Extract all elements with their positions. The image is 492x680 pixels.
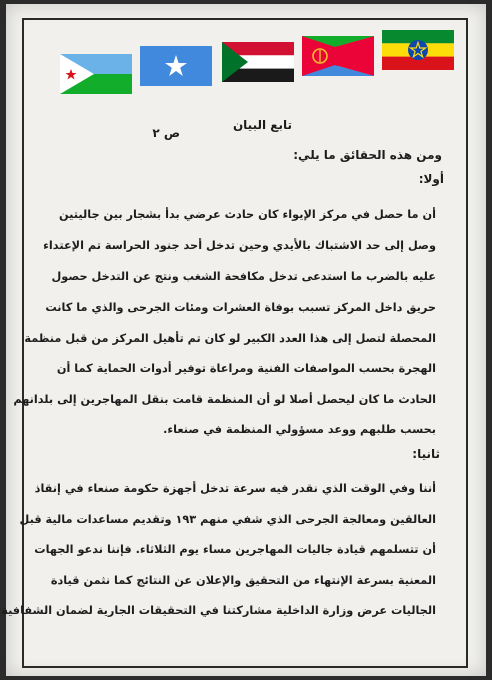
flags-row <box>60 30 460 76</box>
paragraph-line: حريق داخل المركز تسبب بوفاة العشرات ومئات الجرحى والذي ما كانت <box>45 301 436 314</box>
djibouti-flag-icon <box>60 54 132 94</box>
paragraph-line: أن تتسلمهم قيادة جاليات المهاجرين مساء يوم الثلاثاء. فإننا ندعو الجهات <box>34 543 436 556</box>
paragraph-line: بحسب طلبهم ووعد مسؤولي المنظمة في صنعاء. <box>163 423 436 436</box>
continuation-title: تابع البيان <box>232 118 292 132</box>
paragraph-line: الحادث ما كان ليحصل أصلا لو أن المنظمة قامت بنقل المهاجرين إلى بلدانهم <box>13 393 436 406</box>
sudan-flag-icon <box>222 42 294 82</box>
paragraph-line: أننا وفي الوقت الذي نقدر فيه سرعة تدخل أجهزة حكومة صنعاء في إنقاذ <box>34 482 436 495</box>
page-number: ص ٢ <box>152 126 180 140</box>
paragraph-line: المعنية بسرعة الإنتهاء من التحقيق والإعلان عن النتائج كما نثمن قيادة <box>50 574 436 587</box>
paragraph-line: الجاليات عرض وزارة الداخلية مشاركتنا في التحقيقات الجارية لضمان الشفافية <box>1 604 436 617</box>
ethiopia-flag-icon <box>382 30 454 70</box>
paragraph-line: العالقين ومعالجة الجرحى الذي شفي منهم ١٩٣ وتقديم مساعدات مالية قبل <box>19 513 436 526</box>
somalia-flag-icon <box>140 46 212 86</box>
intro-line: ومن هذه الحقائق ما يلي: <box>293 148 442 162</box>
paragraph-line: عليه بالضرب ما استدعى تدخل مكافحة الشغب ونتج عن التدخل حصول <box>51 270 436 283</box>
paragraph-line: المحصلة لتصل إلى هذا العدد الكبير لو كان تم تأهيل المركز من قبل منظمة <box>24 332 436 345</box>
paragraph-line: الهجرة بحسب المواصفات الفنية ومراعاة توفير أدوات الحماية كما أن <box>56 362 436 375</box>
eritrea-flag-icon <box>302 36 374 76</box>
paragraph-line: أن ما حصل في مركز الإيواء كان حادث عرضي بدأ بشجار بين جاليتين <box>59 208 436 221</box>
paragraph-line: وصل إلى حد الاشتباك بالأيدي وحين تدخل أحد جنود الحراسة تم الإعتداء <box>43 239 436 252</box>
section-heading-second: ثانيا: <box>412 447 440 461</box>
section-heading-first: أولا: <box>418 172 444 186</box>
